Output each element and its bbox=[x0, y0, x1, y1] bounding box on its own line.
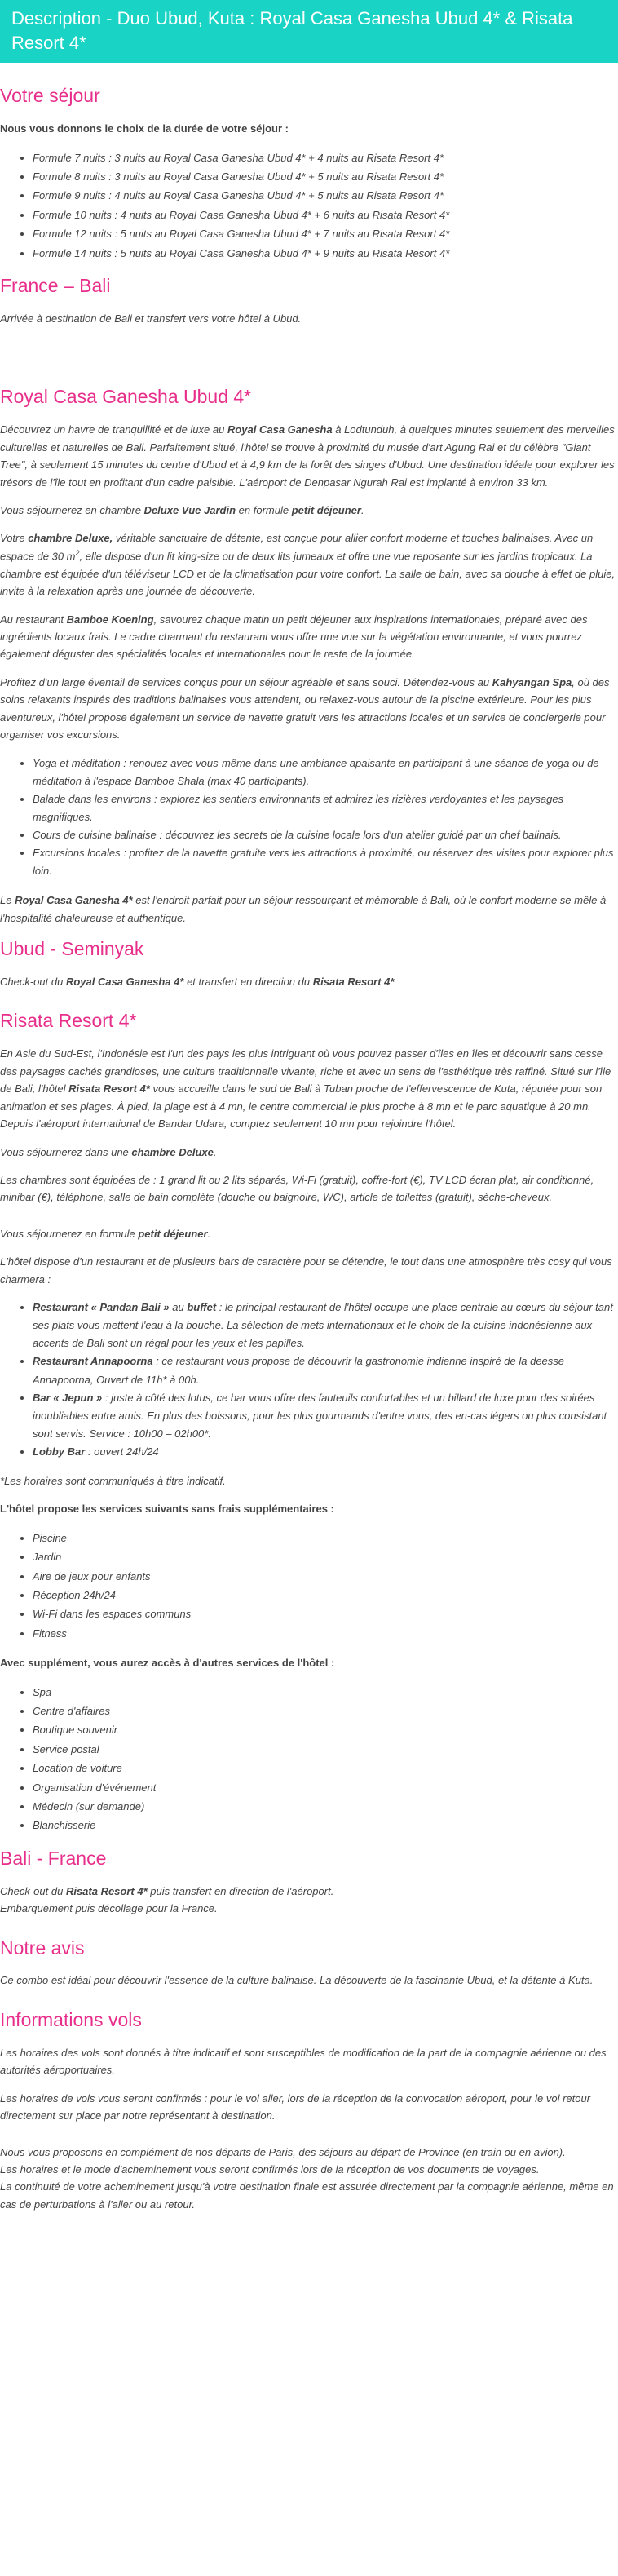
sejour-options-list bbox=[0, 148, 616, 263]
list-item: • Médecin (sur demande) bbox=[33, 1797, 616, 1816]
list-item: • Restaurant « Pandan Bali » au buffet : le principal restaurant de l'hôtel occupe une place centrale au cœurs du séjour tant ses plats vous mettent l'eau à la bouche. La sélection de mets internationaux et le choix de la cuisine indonésienne aux accents de Bali sont un régal pour les yeux et les papilles. bbox=[33, 1299, 616, 1352]
list-item: • Formule 14 nuits : 5 nuits au Royal Casa Ganesha Ubud 4* + 9 nuits au Risata Resort 4* bbox=[33, 244, 616, 263]
spacer bbox=[0, 1928, 616, 1936]
risata-board-type: Vous séjournerez en formule petit déjeuner. bbox=[0, 1227, 211, 1240]
risata-free-services-heading: L'hôtel propose les services suivants sans frais supplémentaires : bbox=[0, 1503, 334, 1516]
list-item: • Cours de cuisine balinaise : découvrez les secrets de la cuisine locale lors d'un atelier guidé par un chef balinais. bbox=[33, 826, 616, 844]
list-item: • Fitness bbox=[33, 1624, 616, 1643]
risata-paragraph: En Asie du Sud-Est, l'Indonésie est l'un des pays les plus intriguant où vous pouvez passer d'îles en îles et découvrir sans cesse des paysages cachés grandioses, une culture traditionnelle vivante, riche et avec un sens de l'esthétique très raffiné. Situé sur l'île de Bali, l'hôtel Risata Resort 4* vous accueille dans le sud de Bali à Tuban proche de l'effervescence de Kuta, réputée pour son animation et ses plages. À pied, la plage est à 4 mn, le centre commercial le plus proche à 8 mn et le parc aquatique à 20 mn. Depuis l'aéroport international de Bandar Udara, comptez seulement 10 mn pour rejoindre l'hôtel. bbox=[0, 1047, 611, 1131]
list-item: • Boutique souvenir bbox=[33, 1720, 616, 1739]
risata-restaurants-list bbox=[0, 1299, 616, 1461]
list-item: • Piscine bbox=[33, 1529, 616, 1547]
ganesha-restaurant: Au restaurant Bamboe Koening, savourez chaque matin un petit déjeuner aux inspirations internationales, préparé avec des ingrédients locaux frais. Le cadre charmant du restaurant vous offre une vue sur la végétation environnante, et vous pourrez également déguster des spécialités locales et internationales pour le reste de la journée. bbox=[0, 613, 588, 661]
list-item: • Blanchisserie bbox=[33, 1816, 616, 1835]
sejour-intro: Nous vous donnons le choix de la durée de votre séjour : bbox=[0, 122, 289, 135]
section-heading-risata: Risata Resort 4* bbox=[0, 1010, 137, 1032]
list-item: • Yoga et méditation : renouez avec vous-même dans une ambiance apaisante en participant à une séance de yoga ou de méditation à l'espace Bamboe Shala (max 40 participants). bbox=[33, 755, 616, 790]
list-item: • Jardin bbox=[33, 1547, 616, 1566]
ganesha-activities-list bbox=[0, 755, 616, 881]
section-heading-sejour: Votre séjour bbox=[0, 85, 100, 107]
list-item: • Restaurant Annapoorna : ce restaurant vous propose de découvrir la gastronomie indienne inspiré de la deesse Annapoorna, Ouvert de 11h* à 00h. bbox=[33, 1352, 616, 1388]
list-item: • Formule 8 nuits : 3 nuits au Royal Casa Ganesha Ubud 4* + 5 nuits au Risata Resort 4* bbox=[33, 167, 616, 186]
list-item: • Wi-Fi dans les espaces communs bbox=[33, 1604, 616, 1623]
risata-paid-services-heading: Avec supplément, vous aurez accès à d'autres services de l'hôtel : bbox=[0, 1657, 335, 1670]
spacer bbox=[0, 2136, 616, 2144]
list-item: • Réception 24h/24 bbox=[33, 1586, 616, 1604]
list-item: • Balade dans les environs : explorez les sentiers environnants et admirez les rizières verdoyantes et les paysages magnifiques. bbox=[33, 790, 616, 826]
list-item: • Bar « Jepun » : juste à côté des lotus, ce bar vous offre des fauteuils confortables et un billard de luxe pour des soirées inoubliables entre amis. En plus des boissons, pour les plus gourmands d'entre vous, des en-cas légers ou plus consistant sont servis. Service : 10h00 – 02h00*. bbox=[33, 1389, 616, 1443]
list-item: • Spa bbox=[33, 1683, 616, 1702]
list-item: • Formule 7 nuits : 3 nuits au Royal Casa Ganesha Ubud 4* + 4 nuits au Risata Resort 4* bbox=[33, 148, 616, 167]
vols-schedule-note: Les horaires des vols sont donnés à titre indicatif et sont susceptibles de modification de la part de la compagnie aérienne ou des autorités aéroportuaires. bbox=[0, 2046, 607, 2077]
risata-room-type: Vous séjournerez dans une chambre Deluxe. bbox=[0, 1145, 217, 1158]
list-item: • Excursions locales : profitez de la navette gratuite vers les attractions à proximité, ou réservez des visites pour explorer plus loin. bbox=[33, 844, 616, 880]
section-heading-ganesha: Royal Casa Ganesha Ubud 4* bbox=[0, 386, 252, 408]
spacer bbox=[0, 1001, 616, 1009]
list-item: • Aire de jeux pour enfants bbox=[33, 1567, 616, 1586]
section-heading-france-bali: France – Bali bbox=[0, 275, 111, 297]
section-heading-vols: Informations vols bbox=[0, 2008, 142, 2030]
page-title: Description - Duo Ubud, Kuta : Royal Casa Ganesha Ubud 4* & Risata Resort 4* bbox=[11, 8, 573, 53]
risata-free-services-list bbox=[0, 1529, 616, 1643]
list-item: • Centre d'affaires bbox=[33, 1702, 616, 1720]
list-item: • Formule 10 nuits : 4 nuits au Royal Casa Ganesha Ubud 4* + 6 nuits au Risata Resort 4* bbox=[33, 206, 616, 224]
list-item: • Formule 12 nuits : 5 nuits au Royal Casa Ganesha Ubud 4* + 7 nuits au Risata Resort 4* bbox=[33, 224, 616, 243]
list-item: • Service postal bbox=[33, 1740, 616, 1759]
list-item: • Organisation d'événement bbox=[33, 1778, 616, 1797]
section-heading-avis: Notre avis bbox=[0, 1936, 85, 1959]
list-item: • Location de voiture bbox=[33, 1759, 616, 1777]
risata-paid-services-list bbox=[0, 1683, 616, 1835]
risata-hours-note: *Les horaires sont communiqués à titre indicatif. bbox=[0, 1475, 226, 1487]
vols-confirmation-note: Les horaires de vols vous seront confirmés : pour le vol aller, lors de la réception de la convocation aéroport, pour le vol retour directement sur place par notre représentant à destination. bbox=[0, 2091, 591, 2122]
ganesha-paragraph: Découvrez un havre de tranquillité et de luxe au Royal Casa Ganesha à Lodtunduh, à quelques minutes seulement des merveilles culturelles et naturelles de Bali. Parfaitement situé, l'hôtel se trouve à proximité du musée d'art Agung Rai et du célèbre "Giant Tree", à seulement 15 minutes du centre d'Ubud et à 4,9 km de la forêt des singes d'Ubud. Une destination idéale pour explorer les trésors de l'île tout en profitant d'un cadre paisible. L'aéroport de Denpasar Ngurah Rai est implanté à environ 33 km. bbox=[0, 423, 615, 489]
avis-text: Ce combo est idéal pour découvrir l'essence de la culture balinaise. La découverte de la fascinante Ubud, et la détente à Kuta. bbox=[0, 1974, 594, 1987]
description-content bbox=[0, 84, 618, 2213]
ubud-seminyak-text: Check-out du Royal Casa Ganesha 4* et transfert en direction du Risata Resort 4* bbox=[0, 976, 395, 989]
list-item: • Formule 9 nuits : 4 nuits au Royal Casa Ganesha Ubud 4* + 5 nuits au Risata Resort 4* bbox=[33, 186, 616, 205]
ganesha-room-description: Votre chambre Deluxe, véritable sanctuaire de détente, est conçue pour allier confort moderne et touches balinaises. Avec un espace de 30 $m^2$, elle dispose d'un lit king-size ou de deux lits jumeaux et offre une vue reposante sur les jardins tropicaux. La chambre est équipée d'un téléviseur LCD et de la climatisation pour votre confort. La salle de bain, avec sa douche à effet de pluie, invite à la relaxation après une journée de découverte. bbox=[0, 532, 616, 598]
risata-room-equipment: Les chambres sont équipées de : 1 grand lit ou 2 lits séparés, Wi-Fi (gratuit), coffre-fort (€), TV LCD écran plat, air conditionné, minibar (€), téléphone, salle de bain complète (douche ou baignoire, WC), article de toilettes (gratuit), sèche-cheveux. bbox=[0, 1173, 594, 1204]
section-heading-ubud-seminyak: Ubud - Seminyak bbox=[0, 938, 144, 960]
france-bali-text: Arrivée à destination de Bali et transfert vers votre hôtel à Ubud. bbox=[0, 312, 302, 325]
vols-province-note: Nous vous proposons en complément de nos départs de Paris, des séjours au départ de Province (en train ou en avion). Les horaires et le mode d'acheminement vous seront confirmés lors de la réception de vos documents de voyages. La continuité de votre acheminement jusqu'à votre destination finale est assurée directement par la compagnie aérienne, même en cas de perturbations à l'aller ou au retour. bbox=[0, 2145, 614, 2211]
spacer bbox=[0, 338, 616, 385]
bali-france-text: Check-out du Risata Resort 4* puis transfert en direction de l'aéroport. Embarquement puis décollage pour la France. bbox=[0, 1884, 334, 1915]
ganesha-conclusion: Le Royal Casa Ganesha 4* est l'endroit parfait pour un séjour ressourçant et mémorable à Bali, où le confort moderne se mêle à l'hospitalité chaleureuse et authentique. bbox=[0, 894, 607, 924]
ganesha-services: Profitez d'un large éventail de services conçus pour un séjour agréable et sans souci. Détendez-vous au Kahyangan Spa, où des soins relaxants inspirés des traditions balinaises vous attendent, ou relaxez-vous autour de la piscine extérieure. Pour les plus aventureux, l'hôtel propose également un service de navette gratuit vers les attractions locales et un service de conciergerie pour organiser vos excursions. bbox=[0, 675, 610, 741]
spacer bbox=[0, 1217, 616, 1225]
spacer bbox=[0, 2000, 616, 2008]
ganesha-room-type: Vous séjournerez en chambre Deluxe Vue Jardin en formule petit déjeuner. bbox=[0, 504, 364, 517]
page-title-banner bbox=[0, 0, 618, 63]
section-heading-bali-france: Bali - France bbox=[0, 1847, 107, 1869]
risata-restaurants-intro: L'hôtel dispose d'un restaurant et de plusieurs bars de caractère pour se détendre, le tout dans une atmosphère très cosy qui vous charmera : bbox=[0, 1255, 612, 1286]
list-item: • Lobby Bar : ouvert 24h/24 bbox=[33, 1443, 616, 1461]
